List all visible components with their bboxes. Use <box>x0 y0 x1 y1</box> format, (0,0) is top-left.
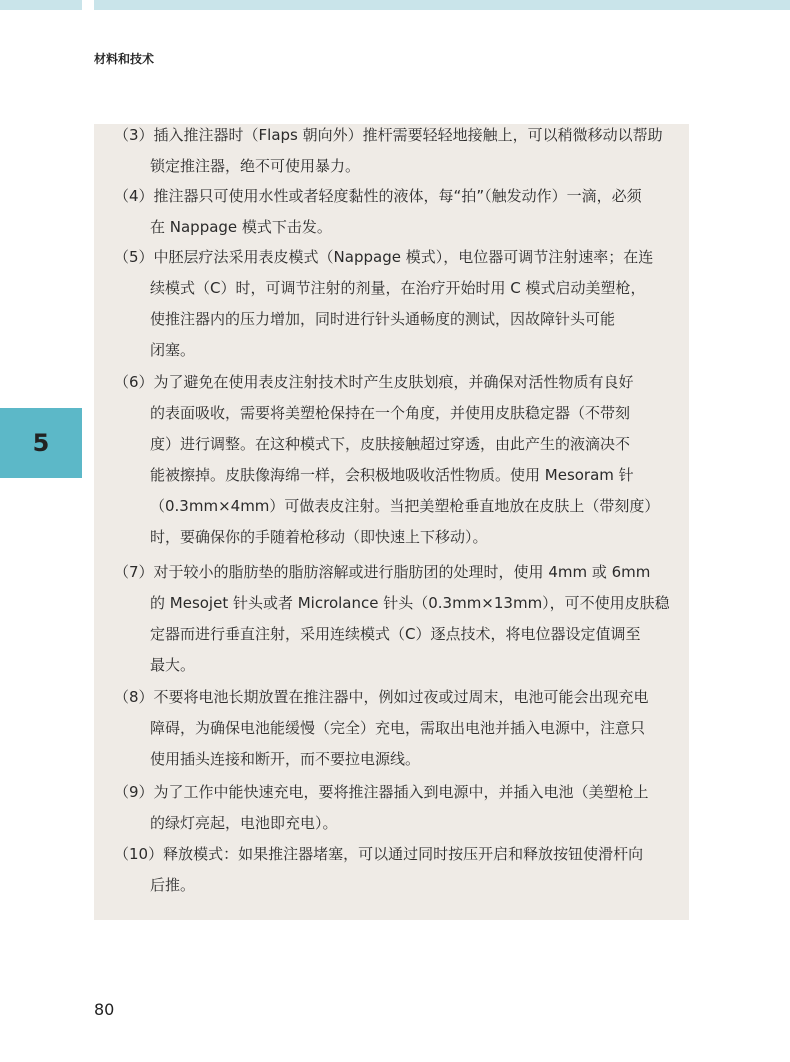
list-item <box>114 557 674 681</box>
page-number: 80 <box>94 1000 115 1019</box>
item-line: 闭塞。 <box>150 341 196 359</box>
list-item <box>114 839 674 901</box>
chapter-tab <box>0 408 82 478</box>
item-line: 续模式（C）时，可调节注射的剂量，在治疗开始时用 C 模式启动美塑枪， <box>150 279 646 297</box>
item-line: 使用插头连接和断开，而不要拉电源线。 <box>150 750 421 768</box>
item-line: 使推注器内的压力增加，同时进行针头通畅度的测试，因故障针头可能 <box>150 310 616 328</box>
item-line: （4）推注器只可使用水性或者轻度黏性的液体，每“拍”（触发动作）一滴，必须 <box>114 187 642 205</box>
list-item <box>114 777 674 839</box>
item-line: 时，要确保你的手随着枪移动（即快速上下移动）。 <box>150 528 488 546</box>
item-line: （3）插入推注器时（Flaps 朝向外）推杆需要轻轻地接触上，可以稍微移动以帮助 <box>114 126 663 144</box>
item-line: （8）不要将电池长期放置在推注器中，例如过夜或过周末，电池可能会出现充电 <box>114 688 649 706</box>
list-item <box>114 181 674 243</box>
item-line: 在 Nappage 模式下击发。 <box>150 218 332 236</box>
item-line: （0.3mm×4mm）可做表皮注射。当把美塑枪垂直地放在皮肤上（带刻度） <box>150 497 660 515</box>
item-line: 的表面吸收，需要将美塑枪保持在一个角度，并使用皮肤稳定器（不带刻 <box>150 404 631 422</box>
item-line: 定器而进行垂直注射，采用连续模式（C）逐点技术，将电位器设定值调至 <box>150 625 641 643</box>
list-item <box>114 120 674 182</box>
item-line: （5）中胚层疗法采用表皮模式（Nappage 模式），电位器可调节注射速率；在连 <box>114 248 654 266</box>
item-line: （9）为了工作中能快速充电，要将推注器插入到电源中，并插入电池（美塑枪上 <box>114 783 649 801</box>
item-line: 的绿灯亮起，电池即充电）。 <box>150 814 338 832</box>
chapter-number: 5 <box>32 429 50 457</box>
item-line: 后推。 <box>150 876 196 894</box>
item-line: （10）释放模式：如果推注器堵塞，可以通过同时按压开启和释放按钮使滑杆向 <box>114 845 644 863</box>
list-item <box>114 242 674 366</box>
list-item <box>114 682 674 775</box>
content-box <box>94 124 689 920</box>
top-decor-bar-left <box>0 0 82 10</box>
list-item <box>114 367 674 553</box>
item-line: 的 Mesojet 针头或者 Microlance 针头（0.3mm×13mm），可不使用皮肤稳 <box>150 594 670 612</box>
running-header: 材料和技术 <box>94 52 155 66</box>
item-line: （7）对于较小的脂肪垫的脂肪溶解或进行脂肪团的处理时，使用 4mm 或 6mm <box>114 563 651 581</box>
item-line: 度）进行调整。在这种模式下，皮肤接触超过穿透，由此产生的液滴决不 <box>150 435 631 453</box>
item-line: 锁定推注器，绝不可使用暴力。 <box>150 157 361 175</box>
item-line: 最大。 <box>150 656 196 674</box>
item-line: 障碍，为确保电池能缓慢（完全）充电，需取出电池并插入电源中，注意只 <box>150 719 646 737</box>
item-line: 能被擦掉。皮肤像海绵一样，会积极地吸收活性物质。使用 Mesoram 针 <box>150 466 634 484</box>
item-line: （6）为了避免在使用表皮注射技术时产生皮肤划痕，并确保对活性物质有良好 <box>114 373 634 391</box>
top-decor-bar-right <box>94 0 790 10</box>
